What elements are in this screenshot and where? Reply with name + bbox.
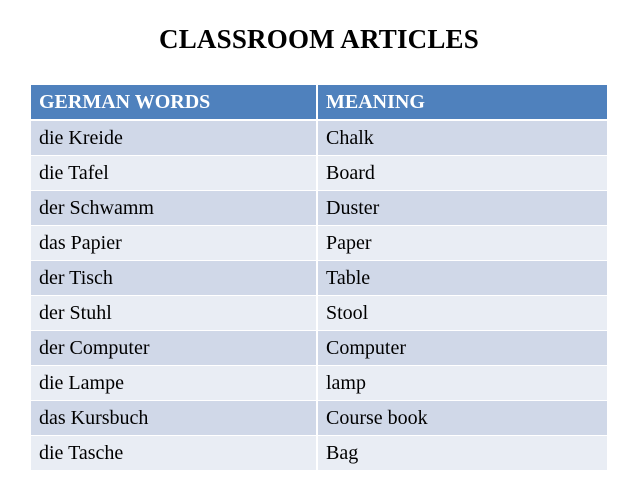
meaning-cell: Duster [317, 191, 607, 226]
meaning-cell: Stool [317, 296, 607, 331]
german-word-cell: der Tisch [31, 261, 317, 296]
table-row [31, 156, 607, 191]
meaning-cell: Course book [317, 401, 607, 436]
table-row [31, 226, 607, 261]
german-word-cell: die Kreide [31, 120, 317, 156]
german-word-cell: das Papier [31, 226, 317, 261]
table-row [31, 261, 607, 296]
table-row [31, 436, 607, 471]
page-title: CLASSROOM ARTICLES [159, 24, 479, 54]
header-german-words: GERMAN WORDS [31, 85, 317, 120]
table-row [31, 120, 607, 156]
german-word-cell: der Schwamm [31, 191, 317, 226]
header-meaning: MEANING [317, 85, 607, 120]
german-word-cell: der Computer [31, 331, 317, 366]
german-word-cell: die Tafel [31, 156, 317, 191]
table-row [31, 331, 607, 366]
table-row [31, 401, 607, 436]
table-header-row [31, 85, 607, 120]
german-word-cell: der Stuhl [31, 296, 317, 331]
german-word-cell: die Tasche [31, 436, 317, 471]
table-row [31, 296, 607, 331]
meaning-cell: Table [317, 261, 607, 296]
meaning-cell: Paper [317, 226, 607, 261]
table-row [31, 366, 607, 401]
meaning-cell: lamp [317, 366, 607, 401]
table-row [31, 191, 607, 226]
meaning-cell: Board [317, 156, 607, 191]
meaning-cell: Chalk [317, 120, 607, 156]
meaning-cell: Computer [317, 331, 607, 366]
german-word-cell: das Kursbuch [31, 401, 317, 436]
meaning-cell: Bag [317, 436, 607, 471]
vocabulary-table [31, 85, 607, 470]
german-word-cell: die Lampe [31, 366, 317, 401]
